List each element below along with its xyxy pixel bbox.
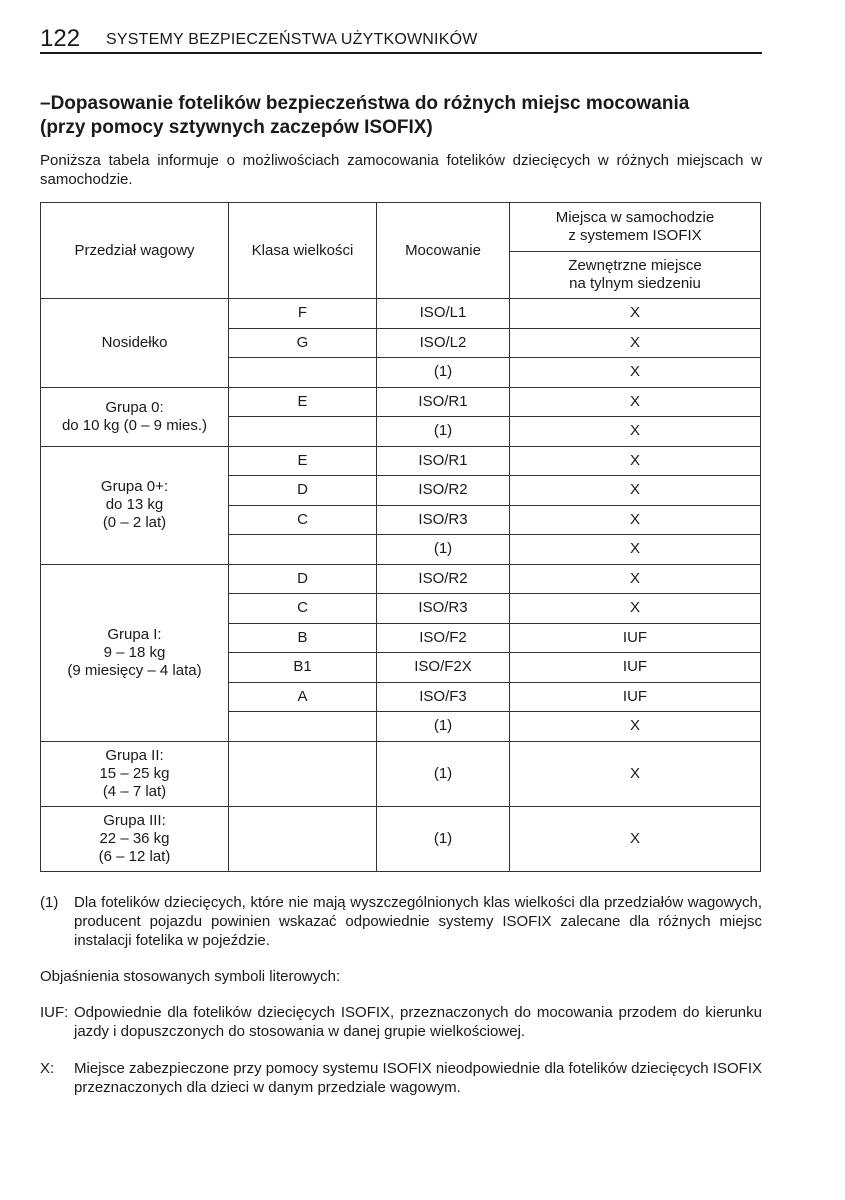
weight-group-line: Grupa 0: [105, 398, 164, 416]
table-row [41, 446, 761, 476]
weight-group-line: Grupa II: [105, 746, 164, 764]
isofix-value-cell: IUF [510, 623, 761, 653]
weight-group-cell [41, 806, 229, 871]
header-outer-seat-line-1: Zewnętrzne miejsce [568, 257, 702, 274]
page-heading [40, 92, 762, 140]
page-number: 122 [40, 25, 81, 52]
isofix-value-cell: X [510, 358, 761, 388]
mounting-cell: ISO/L2 [377, 328, 510, 358]
section-title: SYSTEMY BEZPIECZEŃSTWA UŻYTKOWNIKÓW [106, 31, 478, 48]
isofix-value-cell: X [510, 328, 761, 358]
table-row [41, 299, 761, 329]
mounting-cell: (1) [377, 806, 510, 871]
explanations-title: Objaśnienia stosowanych symboli literowych: [40, 968, 341, 985]
weight-group-line: (6 – 12 lat) [98, 847, 171, 865]
size-class-cell [229, 358, 377, 388]
mounting-cell: ISO/R3 [377, 594, 510, 624]
size-class-cell: A [229, 682, 377, 712]
size-class-cell: D [229, 476, 377, 506]
size-class-cell: D [229, 564, 377, 594]
definition-text: Odpowiednie dla fotelików dziecięcych ISOFIX, przeznaczonych do mocowania przodem do kierunku jazdy i dopuszczonych do stosowania w danej grupie wielkościowej. [74, 1004, 762, 1040]
mounting-cell: ISO/R3 [377, 505, 510, 535]
footnote-key: (1) [40, 894, 59, 911]
size-class-cell: E [229, 446, 377, 476]
isofix-value-cell: X [510, 741, 761, 806]
page-header [40, 26, 762, 54]
weight-group-line: do 13 kg [105, 496, 164, 513]
header-outer-seat [510, 252, 761, 299]
mounting-cell: ISO/R2 [377, 476, 510, 506]
intro-paragraph: Poniższa tabela informuje o możliwościach zamocowania fotelików dziecięcych w różnych miejscach w samochodzie. [40, 152, 762, 188]
size-class-cell [229, 806, 377, 871]
weight-group-line: 22 – 36 kg [99, 829, 170, 847]
isofix-table [40, 202, 761, 872]
size-class-cell [229, 417, 377, 447]
mounting-cell: ISO/L1 [377, 299, 510, 329]
size-class-cell [229, 712, 377, 742]
definition-text: Miejsce zabezpieczone przy pomocy systemu ISOFIX nieodpowiednie dla fotelików dziecięcych ISOFIX przeznaczonych dla dzieci w danym przedziale wagowym. [74, 1060, 762, 1096]
weight-group-cell [41, 299, 229, 388]
weight-group-line: (0 – 2 lat) [102, 514, 167, 531]
weight-group-cell [41, 741, 229, 806]
header-mounting: Mocowanie [377, 203, 510, 299]
header-size-class: Klasa wielkości [229, 203, 377, 299]
heading-line-2: (przy pomocy sztywnych zaczepów ISOFIX) [40, 117, 433, 138]
weight-group-line: Nosidełko [101, 333, 168, 351]
definition-key: IUF: [40, 1004, 69, 1021]
weight-group-line: Grupa 0+: [100, 478, 169, 495]
mounting-cell: (1) [377, 358, 510, 388]
definition-iuf [40, 1003, 762, 1041]
weight-group-line: (9 miesięcy – 4 lata) [67, 661, 202, 679]
isofix-value-cell: X [510, 564, 761, 594]
isofix-value-cell: X [510, 417, 761, 447]
weight-group-cell [41, 387, 229, 446]
weight-group-line: do 10 kg (0 – 9 mies.) [61, 416, 208, 434]
header-isofix-places-line-2: z systemem ISOFIX [568, 227, 702, 244]
table-row [41, 741, 761, 806]
table-row [41, 806, 761, 871]
definition-key: X: [40, 1060, 55, 1077]
weight-group-cell [41, 446, 229, 564]
isofix-value-cell: X [510, 387, 761, 417]
mounting-cell: ISO/F3 [377, 682, 510, 712]
header-isofix-places-line-1: Miejsca w samochodzie [555, 209, 715, 226]
mounting-cell: ISO/R1 [377, 446, 510, 476]
isofix-value-cell: X [510, 299, 761, 329]
mounting-cell: ISO/F2 [377, 623, 510, 653]
table-row [41, 564, 761, 594]
isofix-value-cell: X [510, 446, 761, 476]
weight-group-line: (4 – 7 lat) [102, 782, 167, 800]
size-class-cell: F [229, 299, 377, 329]
isofix-value-cell: X [510, 505, 761, 535]
mounting-cell: (1) [377, 741, 510, 806]
mounting-cell: (1) [377, 417, 510, 447]
mounting-cell: ISO/F2X [377, 653, 510, 683]
footnote [40, 893, 762, 950]
isofix-value-cell: IUF [510, 653, 761, 683]
size-class-cell: E [229, 387, 377, 417]
isofix-value-cell: X [510, 535, 761, 565]
weight-group-line: 15 – 25 kg [99, 764, 170, 782]
table-row [41, 387, 761, 417]
size-class-cell: G [229, 328, 377, 358]
size-class-cell: C [229, 594, 377, 624]
isofix-value-cell: X [510, 594, 761, 624]
isofix-value-cell: IUF [510, 682, 761, 712]
weight-group-line: Grupa III: [103, 811, 166, 829]
size-class-cell: C [229, 505, 377, 535]
size-class-cell [229, 741, 377, 806]
isofix-value-cell: X [510, 806, 761, 871]
header-weight: Przedział wagowy [41, 203, 229, 299]
header-isofix-places [510, 203, 761, 252]
mounting-cell: (1) [377, 712, 510, 742]
size-class-cell [229, 535, 377, 565]
weight-group-line: 9 – 18 kg [103, 643, 166, 661]
header-outer-seat-line-2: na tylnym siedzeniu [569, 275, 701, 292]
heading-line-1: –Dopasowanie fotelików bezpieczeństwa do różnych miejsc mocowania [40, 93, 690, 114]
definition-x [40, 1059, 762, 1097]
weight-group-cell [41, 564, 229, 741]
weight-group-line: Grupa I: [107, 625, 162, 643]
footnote-text: Dla fotelików dziecięcych, które nie mają wyszczególnionych klas wielkości dla przedziałów wagowych, producent pojazdu powinien wskazać odpowiednie systemy ISOFIX zalecane dla różnych miejsc instalacji fotelika w pojeździe. [74, 894, 762, 949]
isofix-value-cell: X [510, 712, 761, 742]
mounting-cell: ISO/R1 [377, 387, 510, 417]
mounting-cell: (1) [377, 535, 510, 565]
size-class-cell: B [229, 623, 377, 653]
isofix-value-cell: X [510, 476, 761, 506]
size-class-cell: B1 [229, 653, 377, 683]
mounting-cell: ISO/R2 [377, 564, 510, 594]
